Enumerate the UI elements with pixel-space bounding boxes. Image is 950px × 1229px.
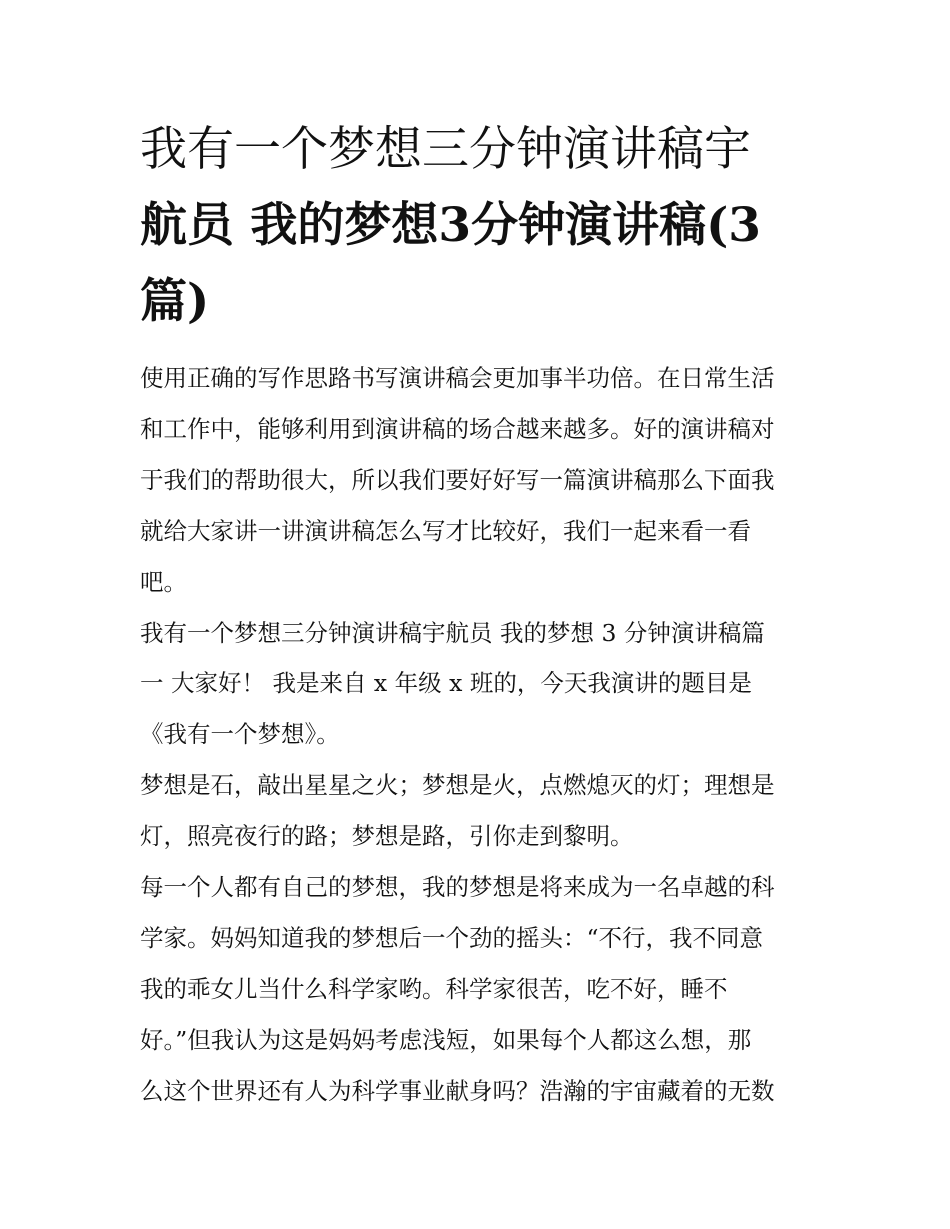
body-line: 灯，照亮夜行的路；梦想是路，引你走到黎明。 [140, 822, 634, 851]
title-line: 我有一个梦想三分钟演讲稿宇 [140, 122, 751, 177]
body-line: 梦想是石，敲出星星之火；梦想是火，点燃熄灭的灯；理想是 [140, 771, 775, 800]
title-line: 篇) [140, 274, 210, 329]
body-line: 和工作中，能够利用到演讲稿的场合越来越多。好的演讲稿对 [140, 414, 775, 443]
body-line: 就给大家讲一讲演讲稿怎么写才比较好，我们一起来看一看 [140, 516, 751, 545]
document-title [140, 112, 820, 340]
body-line: 《我有一个梦想》。 [140, 720, 340, 749]
body-line: 于我们的帮助很大，所以我们要好好写一篇演讲稿那么下面我 [140, 465, 775, 494]
document-body [140, 353, 820, 1117]
body-line: 学家。妈妈知道我的梦想后一个劲的摇头：“不行，我不同意 [140, 923, 764, 952]
body-line: 么这个世界还有人为科学事业献身吗？浩瀚的宇宙藏着的无数 [140, 1076, 775, 1105]
body-line: 吧。 [140, 567, 187, 596]
title-line: 航员 我的梦想3分钟演讲稿(3 [140, 198, 762, 253]
body-line: 一 大家好！ 我是来自 x 年级 x 班的，今天我演讲的题目是 [140, 669, 752, 698]
body-line: 我的乖女儿当什么科学家哟。科学家很苦，吃不好，睡不 [140, 974, 728, 1003]
body-line: 我有一个梦想三分钟演讲稿宇航员 我的梦想 3 分钟演讲稿篇 [140, 618, 765, 647]
body-line: 好。”但我认为这是妈妈考虑浅短，如果每个人都这么想，那 [140, 1025, 752, 1054]
body-line: 每一个人都有自己的梦想，我的梦想是将来成为一名卓越的科 [140, 873, 775, 902]
body-line: 使用正确的写作思路书写演讲稿会更加事半功倍。在日常生活 [140, 364, 775, 392]
